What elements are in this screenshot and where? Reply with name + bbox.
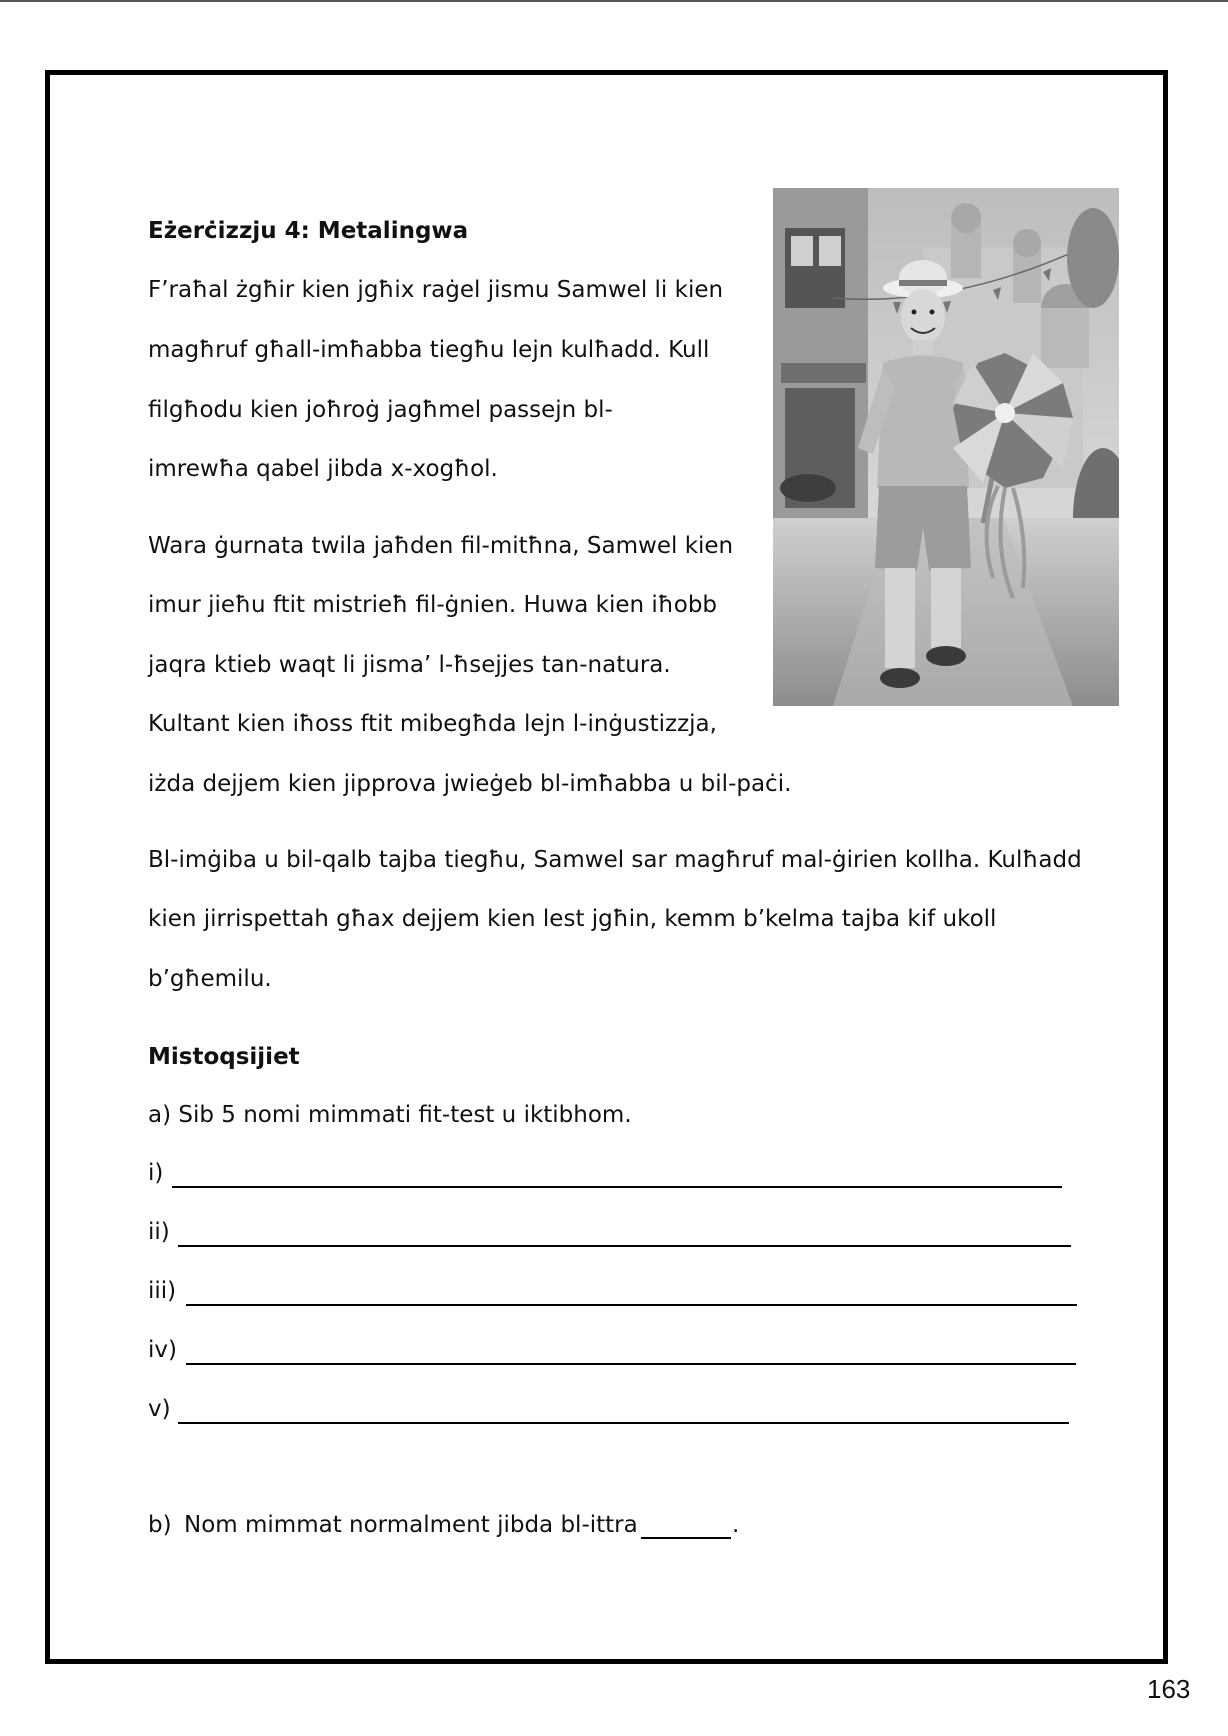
question-b-text: Nom mimmat normalment jibda bl-ittra bbox=[184, 1512, 638, 1538]
question-a: a) Sib 5 nomi mimmati fit-test u iktibhom. bbox=[148, 1102, 632, 1128]
exercise-title: Eżerċizzju 4: Metalingwa bbox=[148, 218, 469, 244]
paragraph-2-line: Kultant kien iħoss ftit mibegħda lejn l-inġustizzja, bbox=[148, 711, 717, 737]
paragraph-2-line: jaqra ktieb waqt li jisma’ l-ħsejjes tan-natura. bbox=[148, 652, 671, 678]
paragraph-2-line: Wara ġurnata twila jaħden fil-mitħna, Samwel kien bbox=[148, 533, 734, 559]
question-b-period: . bbox=[732, 1512, 740, 1538]
paragraph-1-line: magħruf għall-imħabba tiegħu lejn kulħadd. Kull bbox=[148, 337, 710, 363]
question-b-blank[interactable] bbox=[641, 1537, 731, 1539]
paragraph-3-line: Bl-imġiba u bil-qalb tajba tiegħu, Samwel sar magħruf mal-ġirien kollha. Kulħadd bbox=[148, 847, 1082, 873]
paragraph-1-line: F’raħal żgħir kien jgħix raġel jismu Samwel li kien bbox=[148, 277, 724, 303]
answer-label-ii: ii) bbox=[148, 1219, 170, 1245]
paragraph-3-line: b’għemilu. bbox=[148, 966, 272, 992]
paragraph-2-line: iżda dejjem kien jipprova jwieġeb bl-imħabba u bil-paċi. bbox=[148, 771, 792, 797]
paragraph-1-line: imrewħa qabel jibda x-xogħol. bbox=[148, 456, 498, 482]
page-number: 163 bbox=[1147, 1674, 1191, 1704]
answer-label-iii: iii) bbox=[148, 1278, 177, 1304]
paragraph-3-line: kien jirrispettah għax dejjem kien lest jgħin, kemm b’kelma tajba kif ukoll bbox=[148, 906, 997, 932]
answer-line-iv[interactable] bbox=[186, 1363, 1076, 1365]
paragraph-2-line: imur jieħu ftit mistrieħ fil-ġnien. Huwa kien iħobb bbox=[148, 592, 718, 618]
illustration-boy-with-pinwheel bbox=[773, 188, 1119, 706]
answer-label-v: v) bbox=[148, 1396, 171, 1422]
answer-label-i: i) bbox=[148, 1160, 164, 1186]
questions-title: Mistoqsijiet bbox=[148, 1044, 300, 1070]
question-b-label: b) bbox=[148, 1512, 172, 1538]
paragraph-1-line: filgħodu kien joħroġ jagħmel passejn bl- bbox=[148, 397, 613, 423]
answer-label-iv: iv) bbox=[148, 1337, 177, 1363]
answer-line-v[interactable] bbox=[178, 1422, 1069, 1424]
answer-line-i[interactable] bbox=[172, 1186, 1062, 1188]
answer-line-ii[interactable] bbox=[178, 1245, 1071, 1247]
answer-line-iii[interactable] bbox=[186, 1304, 1077, 1306]
page-top-rule bbox=[0, 0, 1228, 2]
